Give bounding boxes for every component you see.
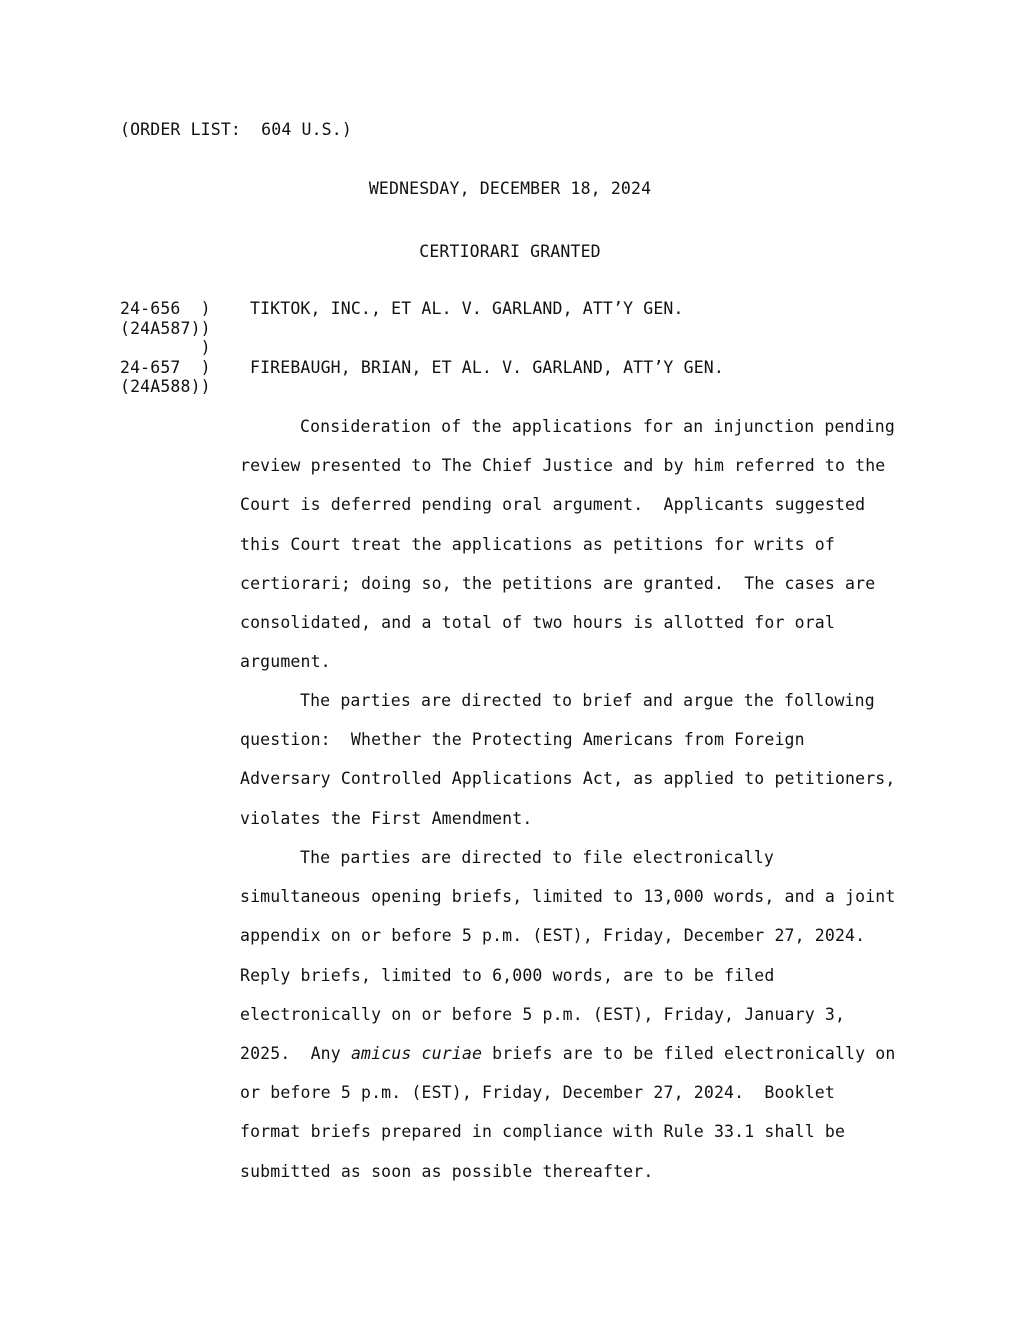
- paragraph-line: The parties are directed to brief and argue the following: [300, 691, 875, 710]
- paragraph-line-amicus: [240, 1044, 900, 1083]
- paragraph-line: Adversary Controlled Applications Act, as applied to petitioners,: [240, 769, 896, 789]
- order-date: WEDNESDAY, DECEMBER 18, 2024: [368, 179, 652, 198]
- paragraph-line: this Court treat the applications as petitions for writs of: [240, 534, 835, 554]
- order-paragraph-1: [240, 417, 900, 691]
- application-number-24A587: (24A587)): [120, 318, 211, 338]
- docket-number-24-657: 24-657 ): [120, 357, 211, 377]
- paragraph-line: or before 5 p.m. (EST), Friday, December 27, 2024. Booklet: [240, 1083, 835, 1103]
- case-caption-firebaugh: FIREBAUGH, BRIAN, ET AL. V. GARLAND, ATT’Y GEN.: [250, 358, 724, 377]
- paragraph-line: review presented to The Chief Justice and by him referred to the: [240, 456, 886, 476]
- paragraph-line: consolidated, and a total of two hours is allotted for oral: [240, 612, 835, 632]
- paragraph-line: question: Whether the Protecting Americans from Foreign: [240, 730, 805, 750]
- paragraph-line: simultaneous opening briefs, limited to 13,000 words, and a joint: [240, 887, 896, 907]
- case-caption-tiktok: TIKTOK, INC., ET AL. V. GARLAND, ATT’Y GEN.: [250, 299, 684, 318]
- paragraph-line: submitted as soon as possible thereafter.: [240, 1161, 654, 1181]
- docket-numbers: [120, 299, 240, 397]
- line-text-post: briefs are to be filed electronically on: [482, 1043, 896, 1063]
- paragraph-line: The parties are directed to file electronically: [300, 848, 774, 867]
- docket-bracket: ): [120, 338, 211, 357]
- application-number-24A588: (24A588)): [120, 377, 211, 396]
- order-paragraph-2: [240, 691, 900, 848]
- docket-number-24-656: 24-656 ): [120, 299, 211, 318]
- order-paragraph-3: [240, 848, 900, 1201]
- paragraph-line: violates the First Amendment.: [240, 808, 533, 828]
- paragraph-line: format briefs prepared in compliance with Rule 33.1 shall be: [240, 1122, 846, 1142]
- paragraph-line: Court is deferred pending oral argument. Applicants suggested: [240, 495, 866, 515]
- paragraph-line: Reply briefs, limited to 6,000 words, are to be filed: [240, 965, 775, 985]
- order-list-heading: (ORDER LIST: 604 U.S.): [120, 120, 352, 139]
- line-text-pre: 2025. Any: [240, 1043, 351, 1063]
- paragraph-line: Consideration of the applications for an injunction pending: [300, 417, 895, 436]
- paragraph-line: electronically on or before 5 p.m. (EST), Friday, January 3,: [240, 1004, 846, 1024]
- paragraph-line: certiorari; doing so, the petitions are granted. The cases are: [240, 573, 876, 593]
- amicus-curiae-italic: amicus curiae: [350, 1043, 483, 1063]
- paragraph-line: appendix on or before 5 p.m. (EST), Friday, December 27, 2024.: [240, 926, 866, 946]
- paragraph-line: argument.: [240, 652, 331, 672]
- section-title: CERTIORARI GRANTED: [419, 242, 601, 261]
